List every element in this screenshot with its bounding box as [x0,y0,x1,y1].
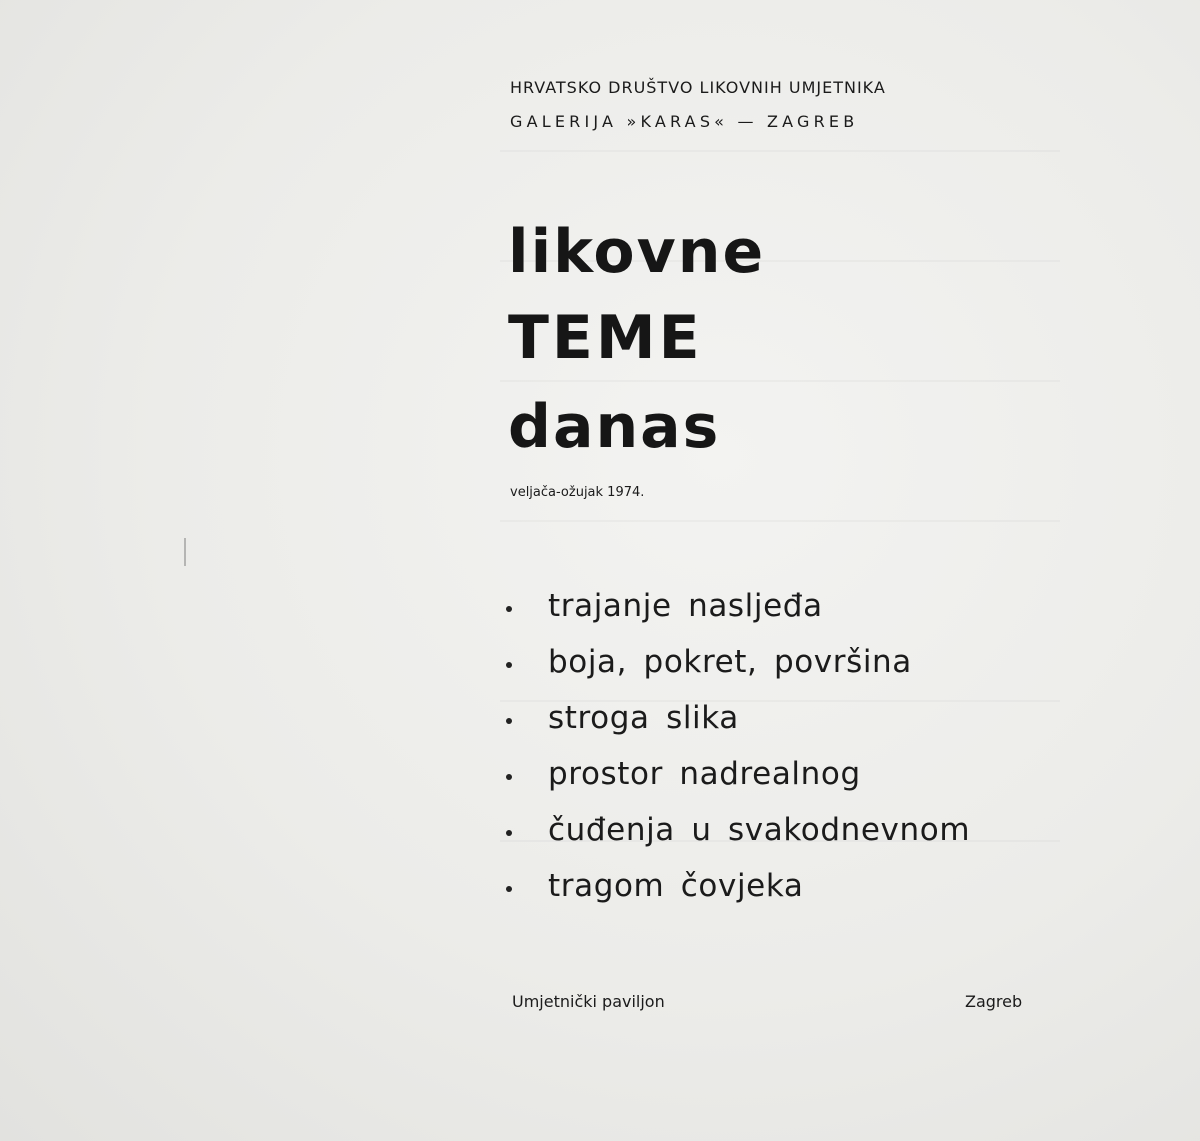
title-line-2: TEME [508,303,703,373]
bullet-icon [506,662,512,668]
theme-label: čuđenja u svakodnevnom [548,812,971,848]
bleed-through-texture [500,380,1060,382]
exhibition-date: veljača-ožujak 1974. [510,485,645,500]
title-line-1: likovne [508,217,766,287]
gallery-name: GALERIJA »KARAS« — ZAGREB [510,112,859,131]
theme-list [506,578,970,914]
theme-label: prostor nadrealnog [548,756,861,792]
theme-label: stroga slika [548,700,739,736]
list-item [506,578,970,634]
theme-label: trajanje nasljeđa [548,588,823,624]
bullet-icon [506,886,512,892]
list-item [506,690,970,746]
bullet-icon [506,830,512,836]
bleed-through-texture [500,150,1060,152]
venue-name: Umjetnički paviljon [512,992,665,1011]
bullet-icon [506,774,512,780]
society-name: HRVATSKO DRUŠTVO LIKOVNIH UMJETNIKA [510,78,886,97]
list-item [506,858,970,914]
bullet-icon [506,606,512,612]
page-edge-mark [184,538,186,566]
bleed-through-texture [500,520,1060,522]
title-line-3: danas [508,392,721,462]
list-item [506,802,970,858]
city-name: Zagreb [965,992,1023,1011]
bullet-icon [506,718,512,724]
theme-label: boja, pokret, površina [548,644,912,680]
list-item [506,634,970,690]
list-item [506,746,970,802]
theme-label: tragom čovjeka [548,868,804,904]
